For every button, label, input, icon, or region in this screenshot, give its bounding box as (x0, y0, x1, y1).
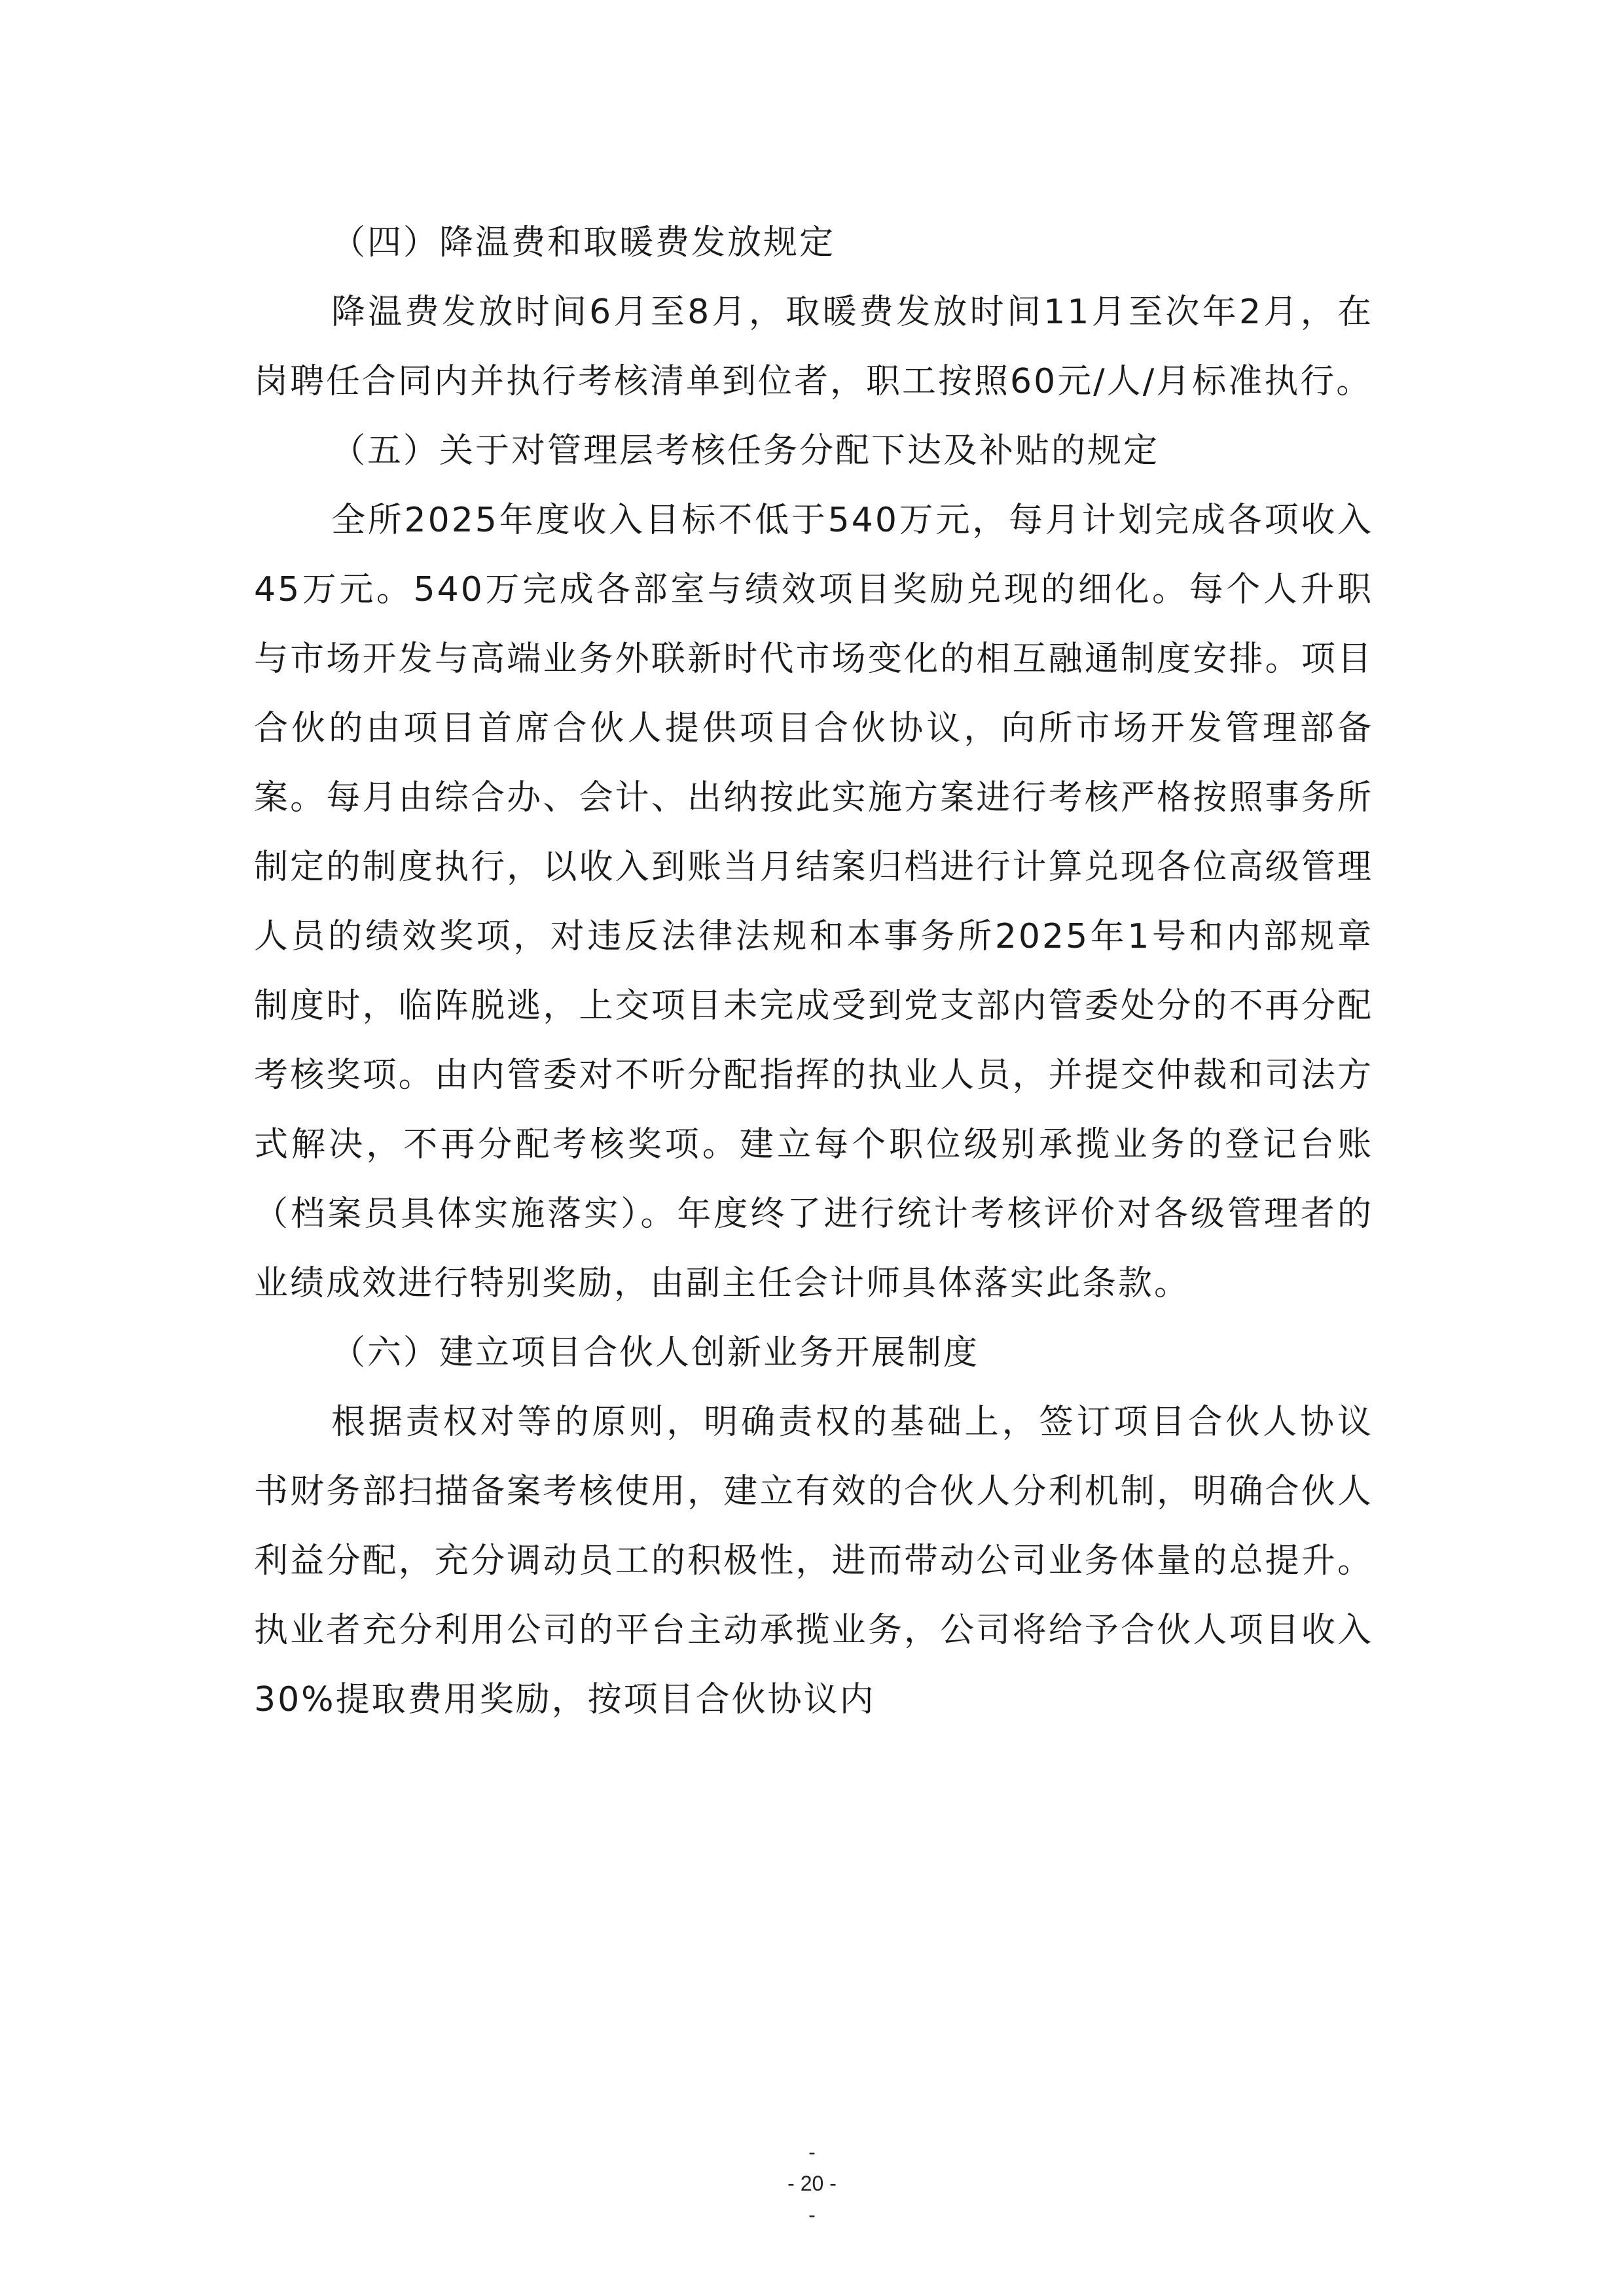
section-6-paragraph: 根据责权对等的原则，明确责权的基础上，签订项目合伙人协议书财务部扫描备案考核使用，建立有效的合伙人分利机制，明确合伙人利益分配，充分调动员工的积极性，进而带动公司业务体量的总提升。执业者充分利用公司的平台主动承揽业务，公司将给予合伙人项目收入30%提取费用奖励，按项目合伙协议内 (254, 1403, 1373, 1719)
page-number: - 20 - (787, 2172, 837, 2195)
document-body (254, 208, 1373, 1734)
section-heading-5: （五）关于对管理层考核任务分配下达及补贴的规定 (331, 431, 1160, 471)
footer-dash-top: - (808, 2140, 816, 2164)
footer-dash-bottom: - (808, 2203, 816, 2227)
section-heading-4: （四）降温费和取暖费发放规定 (331, 223, 836, 262)
section-4-paragraph: 降温费发放时间6月至8月，取暖费发放时间11月至次年2月，在岗聘任合同内并执行考核清单到位者，职工按照60元/人/月标准执行。 (254, 293, 1373, 401)
section-heading-6: （六）建立项目合伙人创新业务开展制度 (331, 1333, 980, 1372)
section-5-paragraph: 全所2025年度收入目标不低于540万元，每月计划完成各项收入45万元。540万完成各部室与绩效项目奖励兑现的细化。每个人升职与市场开发与高端业务外联新时代市场变化的相互融通制度安排。项目合伙的由项目首席合伙人提供项目合伙协议，向所市场开发管理部备案。每月由综合办、会计、出纳按此实施方案进行考核严格按照事务所制定的制度执行，以收入到账当月结案归档进行计算兑现各位高级管理人员的绩效奖项，对违反法律法规和本事务所2025年1号和内部规章制度时，临阵脱逃，上交项目未完成受到党支部内管委处分的不再分配考核奖项。由内管委对不听分配指挥的执业人员，并提交仲裁和司法方式解决，不再分配考核奖项。建立每个职位级别承揽业务的登记台账（档案员具体实施落实）。年度终了进行统计考核评价对各级管理者的业绩成效进行特别奖励，由副主任会计师具体落实此条款。 (254, 501, 1373, 1303)
